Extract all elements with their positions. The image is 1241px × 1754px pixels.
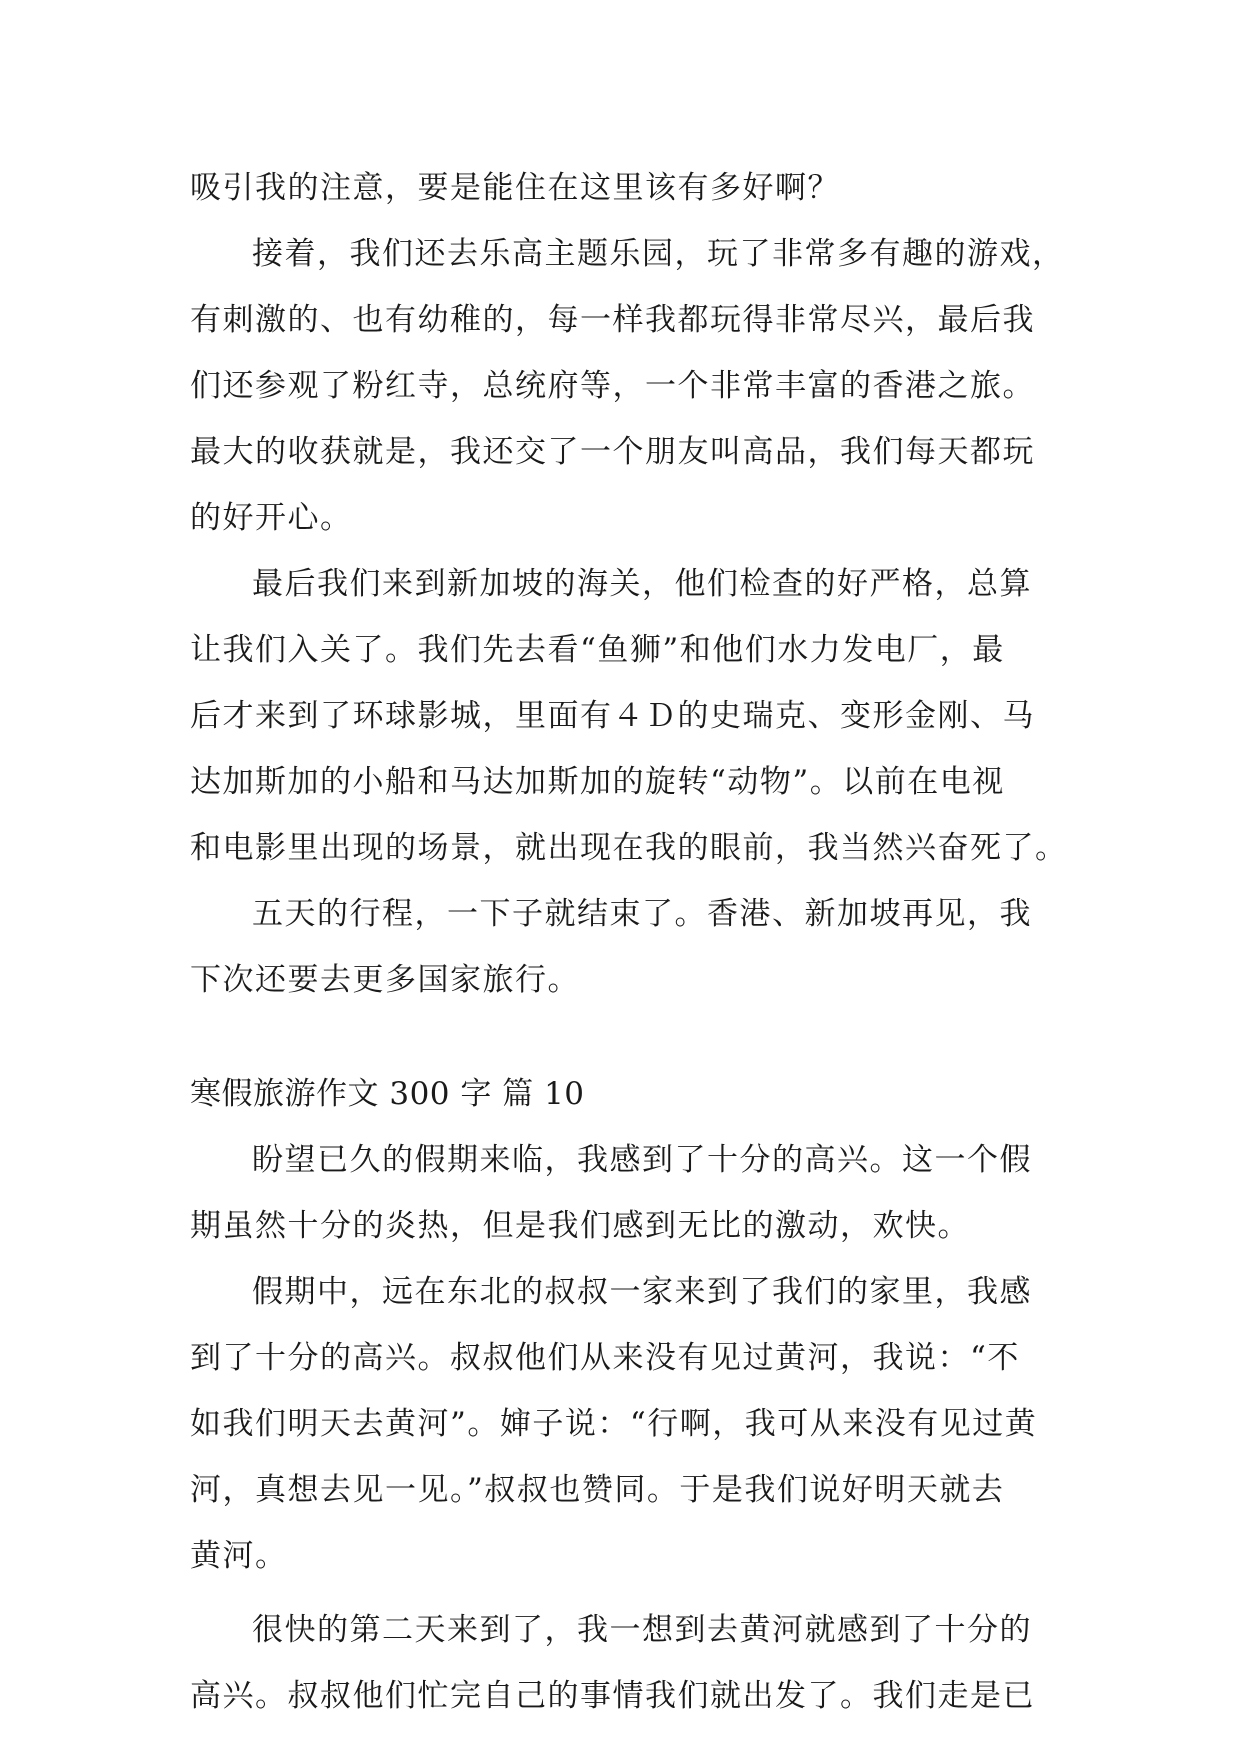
paragraph-first-line: 最后我们来到新加坡的海关，他们检查的好严格，总算 [252,566,1032,602]
paragraph-first-line: 假期中，远在东北的叔叔一家来到了我们的家里，我感 [252,1274,1032,1310]
text-line: 后才来到了环球影城，里面有４Ｄ的史瑞克、变形金刚、马 [190,698,1035,734]
text-line: 最大的收获就是，我还交了一个朋友叫高品，我们每天都玩 [190,434,1035,470]
text-line: 期虽然十分的炎热，但是我们感到无比的激动，欢快。 [190,1208,970,1244]
paragraph-first-line: 很快的第二天来到了，我一想到去黄河就感到了十分的 [252,1612,1032,1648]
text-line: 达加斯加的小船和马达加斯加的旋转“动物”。以前在电视 [190,764,1005,800]
text-line: 们还参观了粉红寺，总统府等，一个非常丰富的香港之旅。 [190,368,1035,404]
text-line: 下次还要去更多国家旅行。 [190,962,580,998]
text-line: 黄河。 [190,1538,288,1574]
paragraph-first-line: 接着，我们还去乐高主题乐园，玩了非常多有趣的游戏， [252,236,1065,272]
section-heading: 寒假旅游作文 300 字 篇 10 [190,1076,585,1112]
text-line: 河，真想去见一见。”叔叔也赞同。于是我们说好明天就去 [190,1472,1005,1508]
text-line: 吸引我的注意，要是能住在这里该有多好啊？ [190,170,840,206]
text-line: 让我们入关了。我们先去看“鱼狮”和他们水力发电厂，最 [190,632,1005,668]
text-line: 高兴。叔叔他们忙完自己的事情我们就出发了。我们走是已 [190,1678,1035,1714]
text-line: 到了十分的高兴。叔叔他们从来没有见过黄河，我说：“不 [190,1340,1020,1376]
text-line: 的好开心。 [190,500,353,536]
text-line: 有刺激的、也有幼稚的，每一样我都玩得非常尽兴，最后我 [190,302,1035,338]
paragraph-first-line: 盼望已久的假期来临，我感到了十分的高兴。这一个假 [252,1142,1032,1178]
text-line: 和电影里出现的场景，就出现在我的眼前，我当然兴奋死了。 [190,830,1068,866]
paragraph-first-line: 五天的行程，一下子就结束了。香港、新加坡再见，我 [252,896,1032,932]
text-line: 如我们明天去黄河”。婶子说：“行啊，我可从来没有见过黄 [190,1406,1038,1442]
